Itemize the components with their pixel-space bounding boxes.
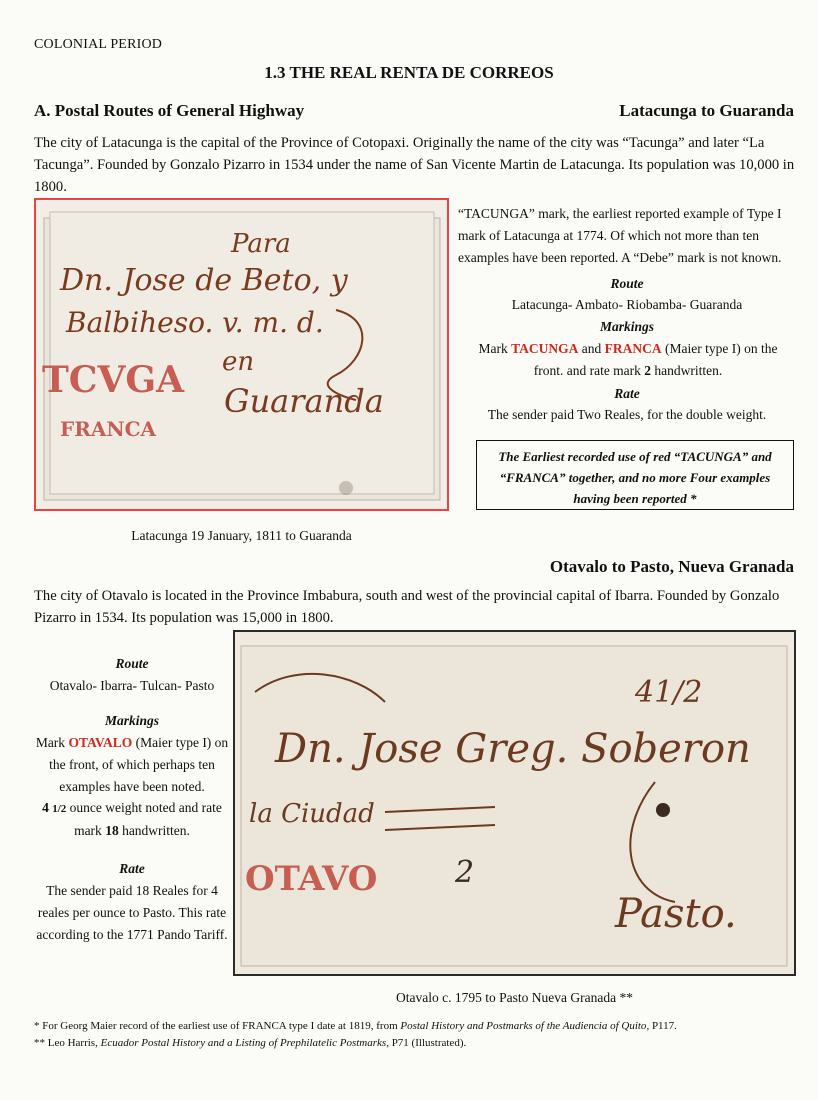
part-a-description: “TACUNGA” mark, the earliest reported example of Type I mark of Latacunga at 1774. Of which not more than ten examples have been reported. A “Debe” mark is not known. [458, 206, 782, 265]
cover1-script-line2: Balbiheso. v. m. d. [66, 306, 324, 339]
cover1-script-en: en [222, 347, 255, 377]
part-b-intro: The city of Otavalo is located in the Province Imbabura, south and west of the provincial capital of Ibarra. Founded by Gonzalo Pizarro in 1534. Its population was 15,000 in 1800. [34, 588, 780, 626]
earliest-use-box: The Earliest recorded use of red “TACUNGA” and “FRANCA” together, and no more Four examples having been reported * [476, 440, 794, 510]
footnote-1: * For Georg Maier record of the earliest use of FRANCA type I date at 1819, from Postal History and Postmarks of the Audiencia of Quito, P117. [34, 1020, 677, 1032]
otavalo-stamp: OTAVO [245, 859, 378, 899]
part-b-route-text: Otavalo- Ibarra- Tulcan- Pasto [49, 678, 215, 693]
cover2-script-ciudad: la Ciudad [249, 799, 375, 829]
part-a-route-text: Latacunga- Ambato- Riobamba- Guaranda [511, 297, 743, 312]
page-title: 1.3 THE REAL RENTA DE CORREOS [264, 63, 554, 82]
part-b-weight-text: 4 1/2 ounce weight noted and rate mark 18 handwritten. [42, 800, 222, 838]
cover-latacunga-image [36, 200, 447, 509]
part-b-markings-text: Mark OTAVALO (Maier type I) on the front, of which perhaps ten examples have been noted. [35, 735, 229, 794]
cover-otavalo-image [235, 632, 794, 974]
cover2-script-pasto: Pasto. [615, 891, 737, 937]
cover1-script-addressee: Dn. Jose de Beto, y [60, 263, 348, 298]
footnote-2: ** Leo Harris, Ecuador Postal History and a Listing of Prephilatelic Postmarks, P71 (Illustrated). [34, 1037, 467, 1049]
part-a-rate-label: Rate [614, 386, 640, 401]
tacunga-stamp: TCVGA [42, 359, 185, 401]
part-a-heading: A. Postal Routes of General Highway [34, 101, 305, 120]
cover-latacunga-caption: Latacunga 19 January, 1811 to Guaranda [131, 528, 352, 543]
cover2-script-weight: 41/2 [635, 675, 703, 710]
cover2-script-addressee: Dn. Jose Greg. Soberon [275, 726, 751, 772]
cover1-script-guaranda: Guaranda [224, 382, 384, 420]
part-b-rate-text: The sender paid 18 Reales for 4 reales per ounce to Pasto. This rate according to the 1771 Pando Tariff. [36, 883, 228, 942]
tacunga-mark-name: TACUNGA [511, 341, 579, 356]
part-a-intro: The city of Latacunga is the capital of the Province of Cotopaxi. Originally the name of the city was “Tacunga” and later “La Tacunga”. Founded by Gonzalo Pizarro in 1534 under the name of San Vicente Martin de Latacunga. Its population was 10,000 in 1800. [34, 135, 795, 195]
part-b-markings-label: Markings [104, 713, 160, 728]
part-b-rate-label: Rate [119, 861, 145, 876]
cover-otavalo-photo [233, 630, 796, 976]
cover-otavalo-caption: Otavalo c. 1795 to Pasto Nueva Granada ** [396, 990, 633, 1005]
franca-stamp: FRANCA [60, 417, 157, 441]
part-a-route-label: Route [610, 276, 644, 291]
cover1-script-para: Para [231, 229, 291, 259]
part-b-route-label: Route [115, 656, 149, 671]
section-label: COLONIAL PERIOD [34, 37, 163, 52]
cover2-rate-mark: 2 [455, 855, 475, 890]
part-a-markings-label: Markings [599, 319, 655, 334]
franca-mark-name: FRANCA [604, 341, 662, 356]
part-a-rate-text: The sender paid Two Reales, for the double weight. [487, 407, 767, 422]
cover-latacunga-photo [34, 198, 449, 511]
part-b-route-heading: Otavalo to Pasto, Nueva Granada [549, 557, 794, 576]
otavalo-mark-name: OTAVALO [68, 735, 133, 750]
part-a-route-heading: Latacunga to Guaranda [619, 101, 794, 120]
part-a-markings-text: Mark TACUNGA and FRANCA (Maier type I) on the front. and rate mark 2 handwritten. [478, 341, 778, 378]
